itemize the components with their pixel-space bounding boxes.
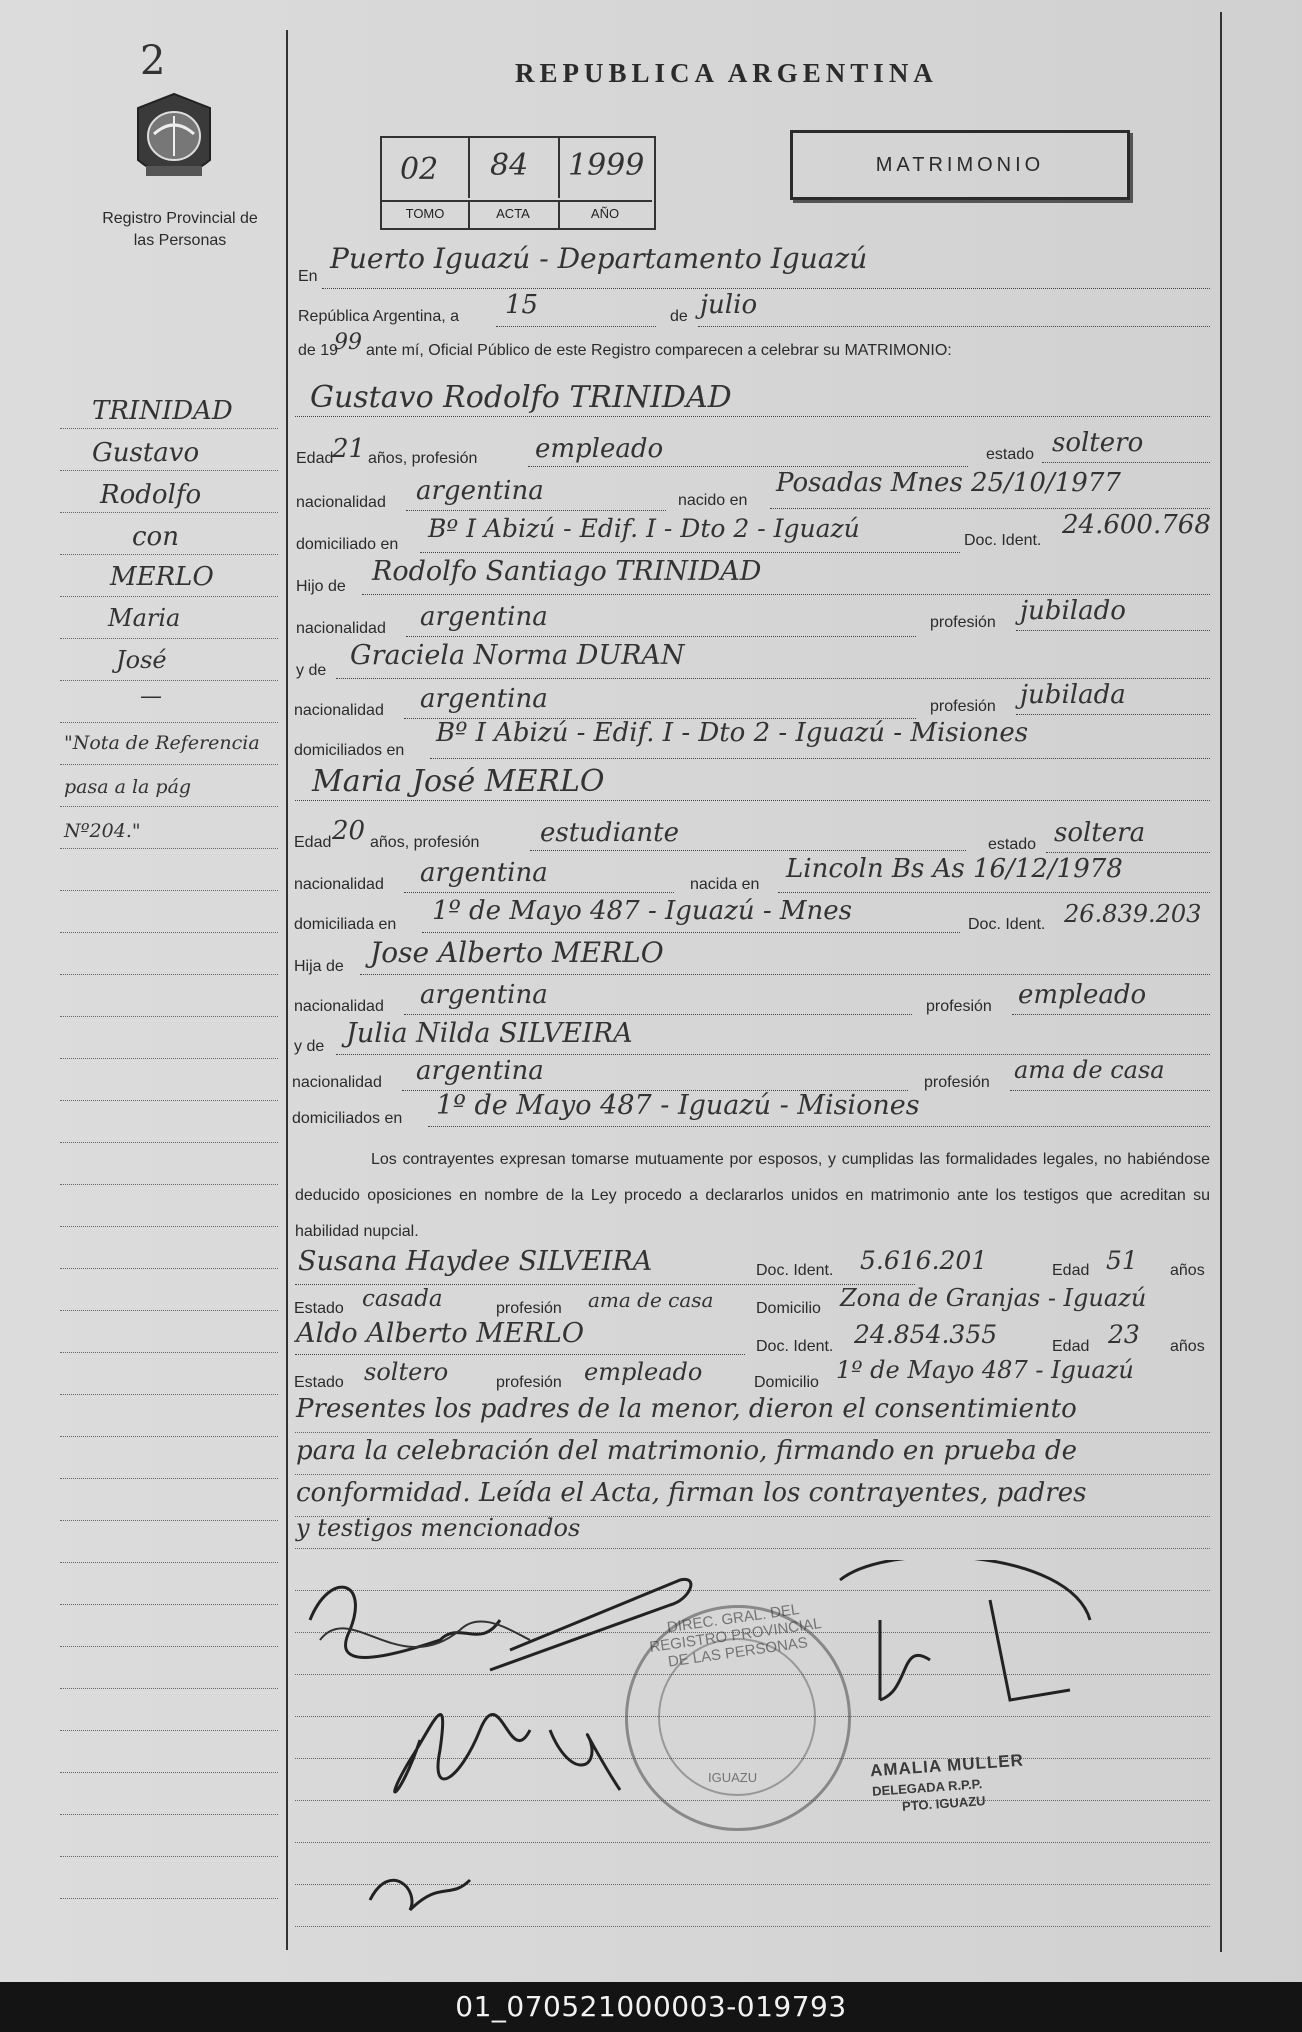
- witness-2-edad-label: Edad: [1052, 1338, 1090, 1355]
- bride-estado-label: estado: [988, 836, 1037, 853]
- bride-birth: Lincoln Bs As 16/12/1978: [786, 854, 1123, 884]
- groom-y-de-label: y de: [296, 662, 327, 679]
- bride-mother-nationality: argentina: [416, 1056, 544, 1086]
- groom-domiciliados-label: domiciliados en: [294, 742, 405, 759]
- note-line-3: conformidad. Leída el Acta, firman los contrayentes, padres: [296, 1478, 1087, 1508]
- witness-2-doc-label: Doc. Ident.: [756, 1338, 834, 1355]
- bride-nacionalidad-label: nacionalidad: [294, 876, 384, 893]
- bride-mother-nacionalidad-label: nacionalidad: [292, 1074, 382, 1091]
- year-prefix: de 19: [298, 342, 339, 359]
- bride-age: 20: [332, 816, 366, 846]
- country-title: REPUBLICA ARGENTINA: [515, 58, 938, 88]
- bride-doc: 26.839.203: [1064, 900, 1202, 928]
- witness-2-address: 1º de Mayo 487 - Iguazú: [836, 1356, 1134, 1384]
- bride-doc-label: Doc. Ident.: [968, 916, 1046, 933]
- witness-1-edad-label: Edad: [1052, 1262, 1090, 1279]
- witness-2-age: 23: [1108, 1320, 1140, 1349]
- margin-line-2: Rodolfo: [100, 480, 202, 510]
- note-line-4: y testigos mencionados: [296, 1514, 581, 1542]
- witness-2-profesion-label: profesión: [496, 1374, 562, 1391]
- margin-line-3: con: [132, 522, 179, 552]
- groom-parents-address: Bº I Abizú - Edif. I - Dto 2 - Iguazú - Misiones: [436, 718, 1029, 748]
- witness-2-name: Aldo Alberto MERLO: [296, 1318, 584, 1349]
- bride-address: 1º de Mayo 487 - Iguazú - Mnes: [432, 896, 853, 926]
- stamp-inner-text: IGUAZU: [708, 1770, 758, 1785]
- tomo-label: TOMO: [382, 200, 470, 228]
- groom-nacido-label: nacido en: [678, 492, 748, 509]
- bride-father-nacionalidad-label: nacionalidad: [294, 998, 384, 1015]
- margin-line-1: Gustavo: [92, 438, 200, 468]
- bride-civil-status: soltera: [1054, 818, 1146, 848]
- bride-name: Maria José MERLO: [312, 764, 605, 799]
- groom-domiciliado-label: domiciliado en: [296, 536, 399, 553]
- tomo-value: 02: [400, 152, 439, 187]
- page-number: 2: [140, 38, 166, 84]
- ceremony-place: Puerto Iguazú - Departamento Iguazú: [330, 242, 868, 275]
- witness-1-doc: 5.616.201: [860, 1246, 988, 1275]
- witness-2-doc: 24.854.355: [854, 1320, 998, 1349]
- acta-label: ACTA: [468, 200, 560, 228]
- official-title: DELEGADA R.P.P.: [871, 1776, 983, 1799]
- margin-line-4: MERLO: [110, 562, 214, 592]
- declaration-text: Los contrayentes expresan tomarse mutuamente por esposos, y cumplidas las formalidades legales, no habiéndose deducido oposiciones en nombre de la Ley procedo a declararlos unidos en matrimonio ante los testigos que acreditan su habilidad nupcial.: [295, 1151, 1210, 1240]
- witness-2-domicilio-label: Domicilio: [754, 1374, 819, 1391]
- bride-nacida-label: nacida en: [690, 876, 760, 893]
- bride-father-profesion-label: profesión: [926, 998, 992, 1015]
- witness-1-profesion-label: profesión: [496, 1300, 562, 1317]
- groom-mother-nationality: argentina: [420, 684, 548, 714]
- bride-domiciliada-label: domiciliada en: [294, 916, 397, 933]
- ano-value: 1999: [568, 148, 645, 183]
- witness-2-estado-label: Estado: [294, 1374, 344, 1391]
- year-suffix: 99: [334, 330, 362, 355]
- witness-1-name: Susana Haydee SILVEIRA: [298, 1246, 653, 1277]
- ceremony-month: julio: [700, 290, 758, 320]
- official-location: PTO. IGUAZU: [901, 1793, 986, 1814]
- bride-profession: estudiante: [540, 818, 679, 848]
- witness-2-status: soltero: [364, 1358, 449, 1386]
- groom-estado-label: estado: [986, 446, 1035, 463]
- republica-label: República Argentina, a: [298, 308, 459, 325]
- bride-father-profession: empleado: [1018, 980, 1147, 1010]
- groom-mother-profession: jubilada: [1020, 680, 1126, 710]
- official-name: AMALIA MULLER: [869, 1750, 1025, 1781]
- appearance-statement: ante mí, Oficial Público de este Registro comparecen a celebrar su MATRIMONIO:: [366, 342, 952, 359]
- witness-1-status: casada: [362, 1286, 443, 1312]
- margin-surname: TRINIDAD: [92, 396, 233, 426]
- groom-age: 21: [332, 434, 366, 464]
- margin-note-line-1: "Nota de Referencia: [64, 732, 260, 754]
- witness-1-doc-label: Doc. Ident.: [756, 1262, 834, 1279]
- de-label: de: [670, 308, 688, 325]
- groom-father: Rodolfo Santiago TRINIDAD: [372, 556, 762, 587]
- groom-mother-nacionalidad-label: nacionalidad: [294, 702, 384, 719]
- witness-2-anos-label: años: [1170, 1338, 1205, 1355]
- groom-birth: Posadas Mnes 25/10/1977: [776, 468, 1121, 498]
- groom-father-profesion-label: profesión: [930, 614, 996, 631]
- witness-1-profession: ama de casa: [588, 1288, 714, 1312]
- witness-1-age: 51: [1106, 1246, 1138, 1275]
- acta-value: 84: [490, 148, 529, 183]
- bride-father-nationality: argentina: [420, 980, 548, 1010]
- witness-2-profession: empleado: [584, 1358, 703, 1386]
- note-line-2: para la celebración del matrimonio, firmando en prueba de: [296, 1436, 1077, 1466]
- bride-parents-address: 1º de Mayo 487 - Iguazú - Misiones: [436, 1090, 920, 1121]
- bride-mother: Julia Nilda SILVEIRA: [346, 1018, 633, 1049]
- margin-line-6: José: [116, 646, 167, 674]
- witness-1-domicilio-label: Domicilio: [756, 1300, 821, 1317]
- groom-mother-profesion-label: profesión: [930, 698, 996, 715]
- groom-father-nationality: argentina: [420, 602, 548, 632]
- ano-label: AÑO: [558, 200, 652, 228]
- groom-name: Gustavo Rodolfo TRINIDAD: [310, 380, 732, 415]
- margin-note-line-3: Nº204.": [64, 820, 141, 842]
- margin-line-7: —: [140, 684, 162, 709]
- bride-father: Jose Alberto MERLO: [370, 936, 664, 969]
- document-id-footer: 01_070521000003-019793: [0, 1982, 1302, 2032]
- groom-civil-status: soltero: [1052, 428, 1144, 458]
- groom-address: Bº I Abizú - Edif. I - Dto 2 - Iguazú: [428, 514, 860, 543]
- bride-hija-label: Hija de: [294, 958, 344, 975]
- bride-nationality: argentina: [420, 858, 548, 888]
- groom-father-profession: jubilado: [1020, 596, 1126, 626]
- document-type-box: MATRIMONIO: [790, 130, 1130, 200]
- groom-edad-label: Edad: [296, 450, 334, 467]
- witness-1-estado-label: Estado: [294, 1300, 344, 1317]
- groom-father-nacionalidad-label: nacionalidad: [296, 620, 386, 637]
- witness-1-anos-label: años: [1170, 1262, 1205, 1279]
- groom-doc-label: Doc. Ident.: [964, 532, 1042, 549]
- registry-name: Registro Provincial de las Personas: [102, 210, 258, 249]
- bride-domiciliados-label: domiciliados en: [292, 1110, 403, 1127]
- right-border: [1220, 12, 1222, 1952]
- margin-line-5: Maria: [108, 604, 181, 632]
- bride-mother-profesion-label: profesión: [924, 1074, 990, 1091]
- bride-mother-profession: ama de casa: [1014, 1056, 1165, 1084]
- en-label: En: [298, 268, 318, 285]
- stamp-text: DIREC. GRAL. DEL REGISTRO PROVINCIAL DE LAS PERSONAS: [648, 1600, 823, 1671]
- bride-profesion-label: años, profesión: [370, 834, 480, 851]
- bride-edad-label: Edad: [294, 834, 332, 851]
- groom-profesion-label: años, profesión: [368, 450, 478, 467]
- note-line-1: Presentes los padres de la menor, dieron el consentimiento: [296, 1394, 1077, 1424]
- groom-profession: empleado: [535, 434, 664, 464]
- bride-y-de-label: y de: [294, 1038, 325, 1055]
- margin-divider: [286, 30, 288, 1950]
- groom-mother: Graciela Norma DURAN: [350, 640, 685, 671]
- ceremony-day: 15: [505, 290, 539, 320]
- margin-note-line-2: pasa a la pág: [64, 776, 192, 798]
- witness-1-address: Zona de Granjas - Iguazú: [840, 1284, 1147, 1312]
- record-number-box: [380, 136, 656, 230]
- groom-doc: 24.600.768: [1062, 510, 1211, 540]
- provincial-seal: [128, 90, 220, 197]
- groom-nationality: argentina: [416, 476, 544, 506]
- groom-hijo-label: Hijo de: [296, 578, 346, 595]
- groom-nacionalidad-label: nacionalidad: [296, 494, 386, 511]
